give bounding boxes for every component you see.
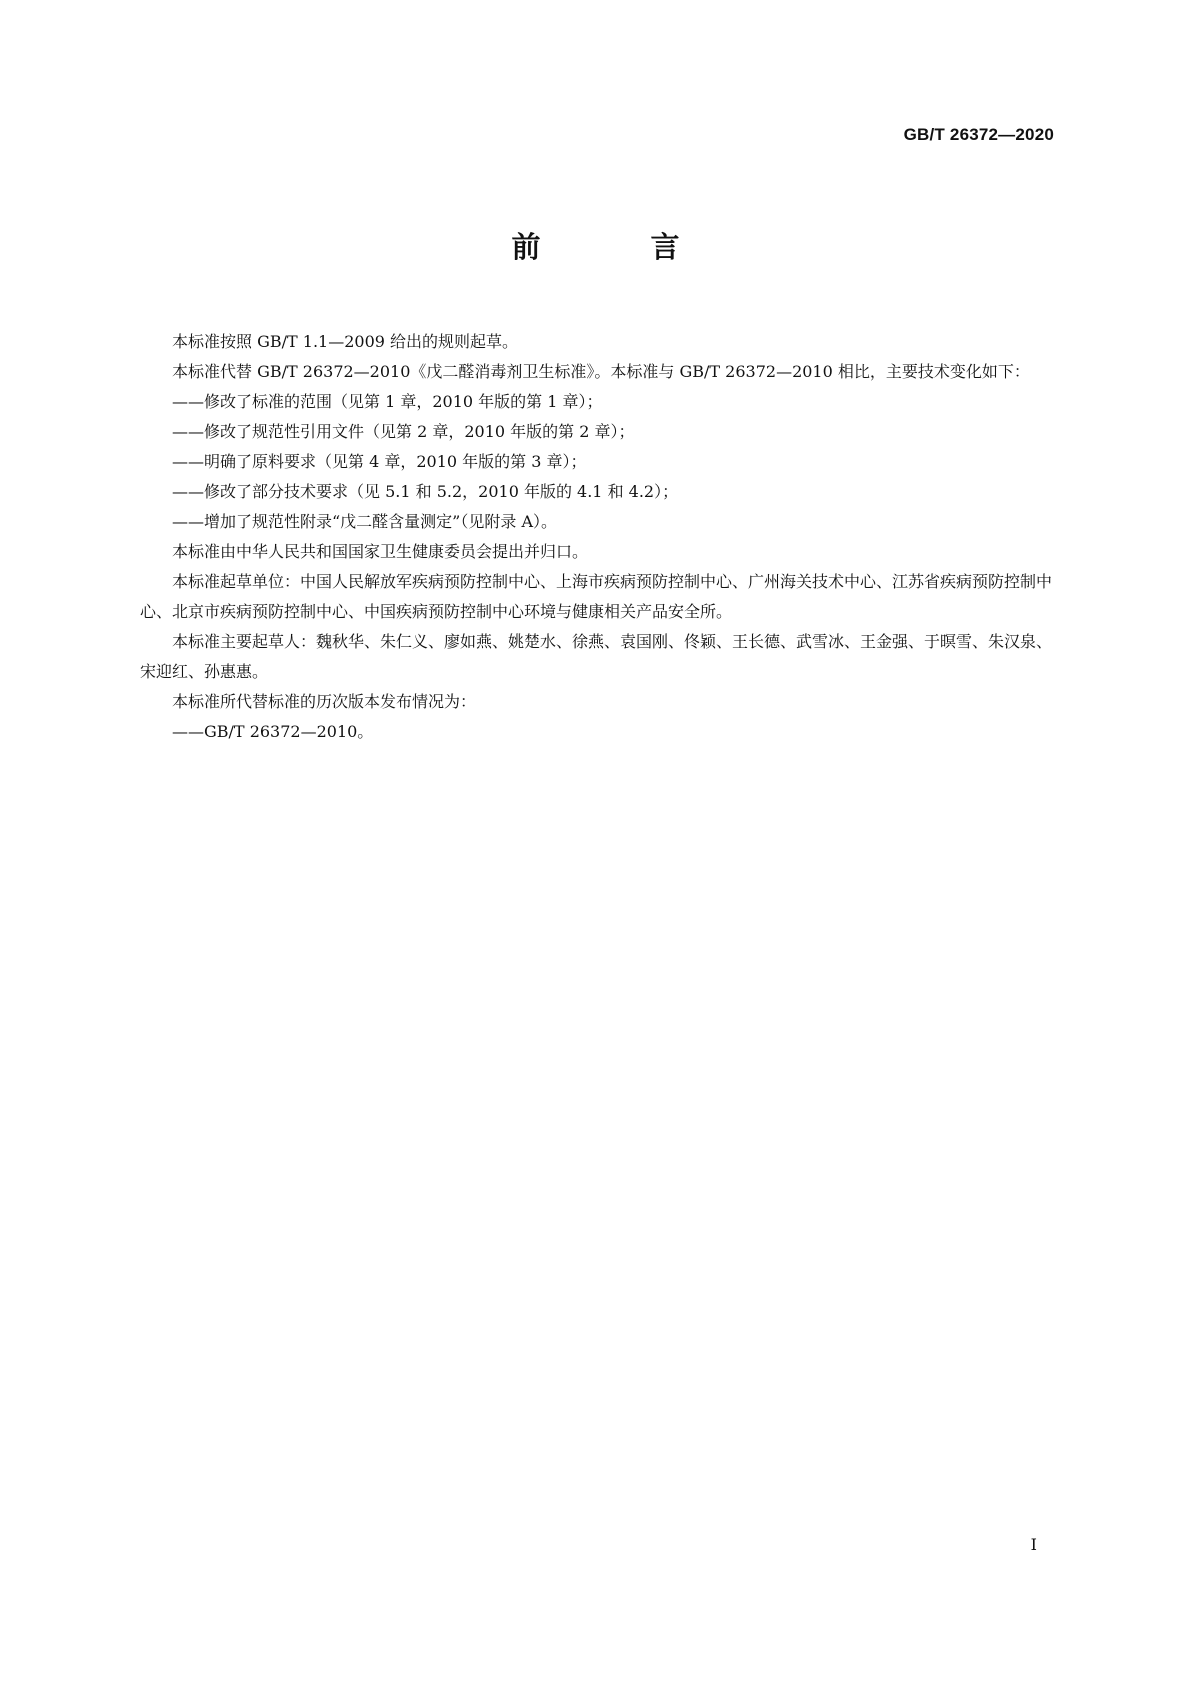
paragraph: 本标准按照 GB/T 1.1—2009 给出的规则起草。 [172, 332, 519, 351]
list-item: ——修改了部分技术要求（见 5.1 和 5.2，2010 年版的 4.1 和 4.2）； [172, 482, 679, 501]
paragraph: 本标准由中华人民共和国国家卫生健康委员会提出并归口。 [172, 542, 589, 561]
standard-code: GB/T 26372—2020 [903, 125, 1054, 144]
list-item: ——修改了规范性引用文件（见第 2 章，2010 年版的第 2 章）； [172, 422, 635, 441]
foreword-body [140, 327, 1052, 747]
list-item: ——GB/T 26372—2010。 [172, 722, 374, 741]
paragraph: 本标准代替 GB/T 26372—2010《戊二醛消毒剂卫生标准》。本标准与 GB/T 26372—2010 相比，主要技术变化如下： [172, 362, 1030, 381]
list-item: ——增加了规范性附录“戊二醛含量测定”（见附录 A）。 [172, 512, 558, 531]
paragraph: 本标准主要起草人：魏秋华、朱仁义、廖如燕、姚楚水、徐燕、袁国刚、佟颖、王长德、武雪冰、王金强、于暝雪、朱汉泉、宋迎红、孙惠惠。 [140, 632, 1053, 681]
list-item: ——明确了原料要求（见第 4 章，2010 年版的第 3 章）； [172, 452, 587, 471]
page-title: 前 言 [511, 230, 730, 264]
paragraph: 本标准所代替标准的历次版本发布情况为： [172, 692, 477, 711]
page-number: I [1030, 1535, 1037, 1554]
paragraph: 本标准起草单位：中国人民解放军疾病预防控制中心、上海市疾病预防控制中心、广州海关技术中心、江苏省疾病预防控制中心、北京市疾病预防控制中心、中国疾病预防控制中心环境与健康相关产品安全所。 [140, 572, 1053, 621]
list-item: ——修改了标准的范围（见第 1 章，2010 年版的第 1 章）； [172, 392, 603, 411]
